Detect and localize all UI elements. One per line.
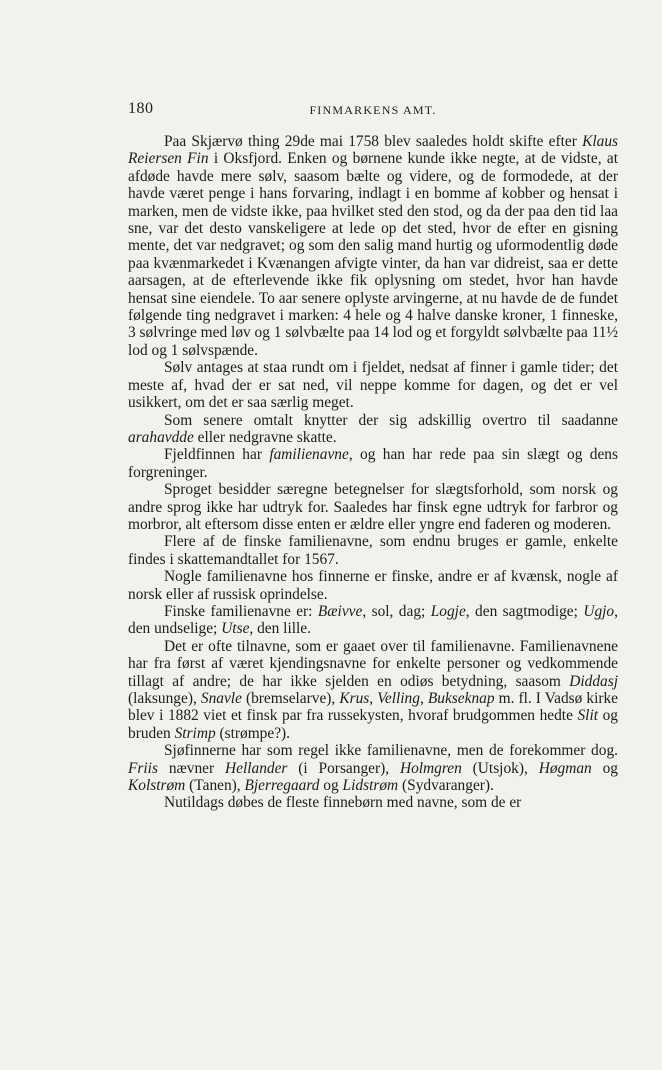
- paragraph: [128, 133, 618, 359]
- italic-term: Friis: [128, 759, 158, 777]
- italic-term: Logje: [430, 602, 466, 620]
- text-run: Det er ofte tilnavne, som er gaaet over til familienavne. Familienavnene har fra først af været kjendingsnavne for enkelte personer og vedkommende tillagt af andre; de har ikke sjelden en odiøs betydning, saasom: [128, 637, 618, 690]
- italic-term: Diddasj: [569, 672, 618, 690]
- italic-term: Bæivve: [317, 602, 363, 620]
- text-run: Sølv antages at staa rundt om i fjeldet, nedsat af finner i gamle tider; det meste af, hvad der er sat ned, vil neppe komme for dagen, og det er vel usikkert, om det er saa særlig meget.: [128, 359, 618, 412]
- paragraph: [128, 794, 618, 811]
- text-run: , den sagtmodige;: [465, 602, 584, 620]
- paragraph: [128, 568, 618, 603]
- text-run: eller nedgravne skatte.: [193, 428, 337, 446]
- text-run: (Sydvaranger).: [398, 777, 494, 795]
- text-run: Nutildags døbes de fleste finnebørn med navne, som de er: [164, 794, 522, 812]
- paragraph: [128, 742, 618, 794]
- text-run: (laksunge),: [128, 690, 201, 707]
- italic-term: Hellander: [225, 759, 288, 777]
- paragraph: [128, 638, 618, 742]
- italic-term: Bukseknap: [427, 690, 495, 707]
- italic-term: Bjerregaard: [244, 777, 320, 795]
- text-run: ,: [369, 690, 378, 707]
- text-run: Finske familienavne er:: [164, 602, 318, 620]
- page-header: [128, 100, 618, 122]
- italic-term: familienavne: [269, 446, 349, 464]
- italic-term: Kolstrøm: [128, 777, 186, 795]
- paragraph: [128, 603, 618, 638]
- paragraph: [128, 446, 618, 481]
- running-head: FINMARKENS AMT.: [309, 103, 437, 117]
- text-run: nævner: [157, 759, 225, 777]
- paragraph: [128, 533, 618, 568]
- text-run: Som senere omtalt knytter der sig adskillig overtro til saadanne: [164, 411, 618, 429]
- text-run: Sjøfinnerne har som regel ikke familienavne, men de forekommer dog.: [164, 742, 618, 760]
- body-text: [128, 133, 618, 812]
- text-run: Nogle familienavne hos finnerne er finske, andre er af kvænsk, nogle af norsk eller af russisk oprindelse.: [128, 568, 618, 603]
- italic-term: Lidstrøm: [342, 777, 399, 795]
- italic-term: Utse: [221, 620, 250, 638]
- italic-term: arahavdde: [128, 428, 194, 446]
- italic-term: Klaus Reiersen Fin: [128, 133, 618, 168]
- text-run: ,: [419, 690, 428, 707]
- text-run: , og han har rede paa sin slægt og dens forgreninger.: [128, 446, 618, 481]
- text-run: , sol, dag;: [362, 602, 431, 620]
- page-number: 180: [128, 100, 154, 117]
- text-run: , den lille.: [249, 620, 311, 638]
- text-run: (Tanen),: [185, 777, 245, 795]
- text-run: i Oksfjord. Enken og børnene kunde ikke negte, at de vidste, at afdøde havde mere sølv, saasom bælte og videre, og de formodede, at der havde været penge i hans forvaring, indlagt i en bomme af kobber og hensat i marken, men de vidste ikke, paa hvilket sted den stod, og da der paa den tid laa sne, var det desto vanskeligere at lede op det sted, hvor de efter en gisning mente, det var nedgravet; og som den salig mand hurtig og uformodentlig døde paa kvænmarkedet i Kvænangen afvigte vinter, da han var didreist, saa er dette aarsagen, at de efterlevende ikke fik oplysning om stedet, hvor han havde hensat sine eiendele. To aar senere oplyste arvingerne, at nu havde de de fundet følgende ting nedgravet i marken: 4 hele og 4 halve danske kroner, 1 finneske, 3 sølvringe med løv og 1 sølvbælte paa 14 lod og et forgyldt sølvbælte paa 11½ lod og 1 sølvspænde.: [128, 150, 618, 359]
- text-run: Paa Skjærvø thing 29de mai 1758 blev saaledes holdt skifte efter: [164, 133, 583, 150]
- italic-term: Krus: [339, 690, 370, 707]
- italic-term: Strimp: [174, 724, 216, 742]
- paragraph: [128, 481, 618, 533]
- italic-term: Snavle: [200, 690, 242, 707]
- text-run: (strømpe?).: [215, 724, 291, 742]
- text-run: , den undselige;: [128, 602, 618, 638]
- text-run: (i Porsanger),: [287, 759, 400, 777]
- italic-term: Høgman: [538, 759, 592, 777]
- text-run: og: [319, 777, 343, 795]
- text-run: og bruden: [128, 707, 618, 742]
- italic-term: Velling: [377, 690, 420, 707]
- italic-term: Slit: [577, 707, 599, 725]
- italic-term: Ugjo: [583, 602, 615, 620]
- text-run: og: [591, 759, 618, 777]
- paragraph: [128, 412, 618, 447]
- text-run: Sproget besidder særegne betegnelser for slægtsforhold, som norsk og andre sprog ikke har udtryk for. Saaledes har finsk egne udtryk for farbror og morbror, alt eftersom disse enten er ældre eller yngre end faderen og moderen.: [128, 481, 618, 533]
- paragraph: [128, 359, 618, 411]
- italic-term: Holmgren: [399, 759, 462, 777]
- text-run: m. fl. I Vadsø kirke blev i 1882 viet et finsk par fra russekysten, hvoraf brudgommen hedte: [128, 690, 619, 725]
- text-run: Flere af de finske familienavne, som endnu bruges er gamle, enkelte findes i skattemandtallet for 1567.: [128, 533, 618, 568]
- text-run: Fjeldfinnen har: [164, 446, 270, 464]
- text-run: (Utsjok),: [461, 759, 539, 777]
- text-run: (bremselarve),: [241, 690, 340, 707]
